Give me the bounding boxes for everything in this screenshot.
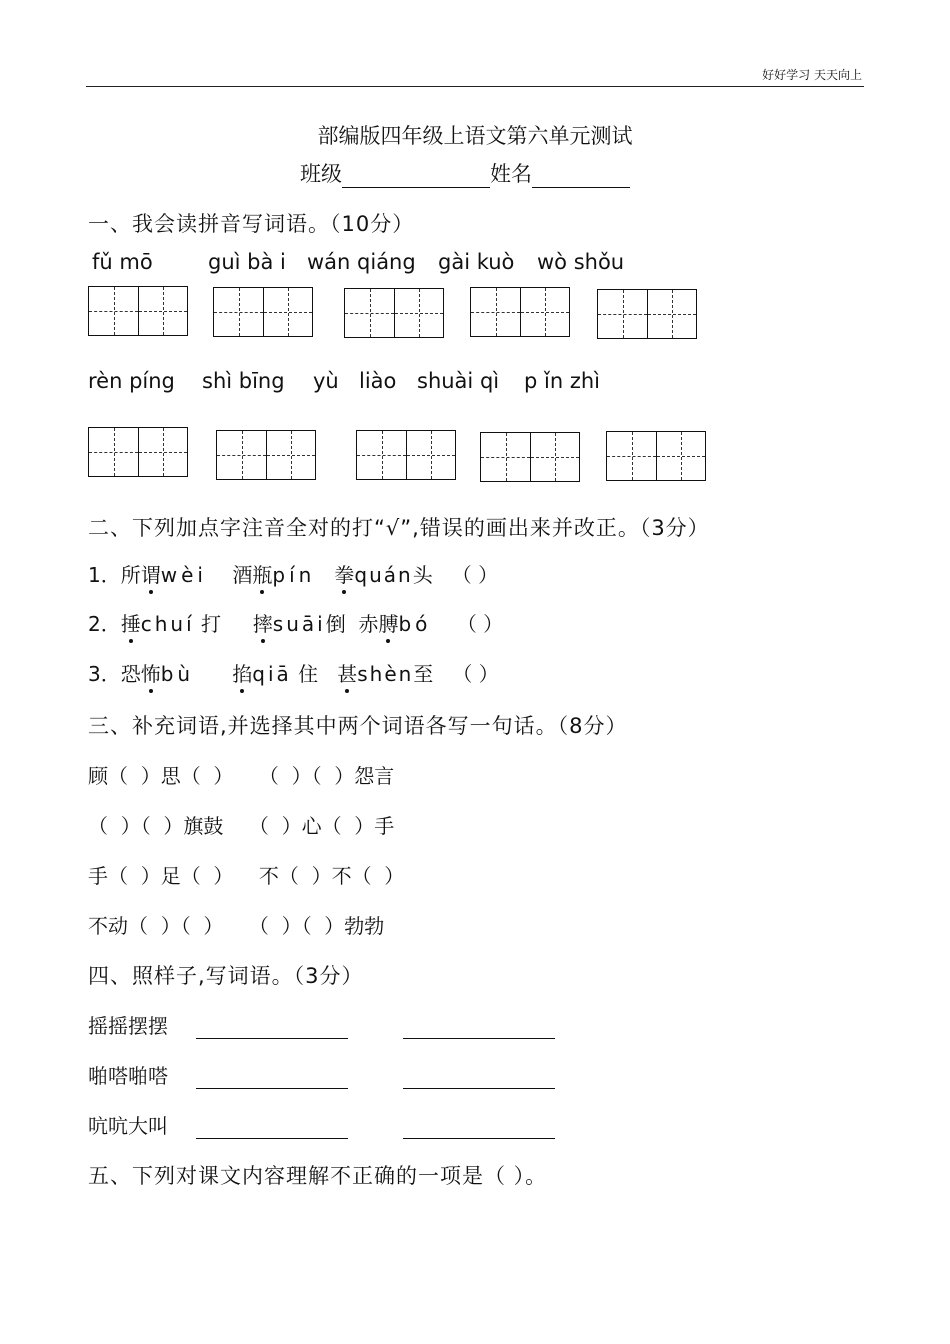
- section2-heading: 二、下列加点字注音全对的打“√”,错误的画出来并改正。（3分）: [88, 516, 710, 540]
- example-row-2: [88, 1060, 555, 1089]
- pinyin-1: fǔ mō: [92, 250, 153, 274]
- writing-grid[interactable]: [216, 430, 316, 480]
- grid-cell[interactable]: [471, 288, 520, 336]
- pinyin-10: shuài qì: [417, 369, 500, 393]
- idiom-line-2[interactable]: （ ）（ ）旗鼓 （ ）心（ ）手: [88, 814, 395, 838]
- section1-heading: 一、我会读拼音写词语。（10分）: [88, 212, 415, 236]
- section5-heading: 五、下列对课文内容理解不正确的一项是（ ）。: [88, 1164, 548, 1188]
- pinyin-5: wò shǒu: [537, 250, 625, 274]
- writing-grid[interactable]: [480, 432, 580, 482]
- sec2-item-2: 2．捶chuí 打 摔suāi倒 赤膊bó （ ）: [88, 612, 504, 636]
- answer-blank[interactable]: [403, 1066, 555, 1089]
- grid-cell[interactable]: [217, 431, 266, 479]
- pinyin-4: gài kuò: [438, 250, 515, 274]
- grid-cell[interactable]: [598, 290, 647, 338]
- section4-heading: 四、照样子,写词语。（3分）: [88, 964, 364, 988]
- grid-cell[interactable]: [406, 431, 455, 479]
- writing-grid[interactable]: [470, 287, 570, 337]
- example-row-1: [88, 1010, 555, 1039]
- pinyin-2: guì bà i: [208, 250, 286, 274]
- example-word: 吭吭大叫: [88, 1114, 168, 1138]
- name-blank[interactable]: [532, 165, 630, 188]
- answer-blank[interactable]: [196, 1116, 348, 1139]
- grid-cell[interactable]: [138, 428, 187, 476]
- pinyin-6: rèn píng: [88, 369, 175, 393]
- writing-grid[interactable]: [356, 430, 456, 480]
- writing-grid[interactable]: [344, 288, 444, 338]
- answer-paren[interactable]: （ ）: [456, 612, 504, 636]
- example-word: 啪嗒啪嗒: [88, 1064, 168, 1088]
- class-blank[interactable]: [342, 165, 490, 188]
- grid-cell[interactable]: [357, 431, 406, 479]
- answer-blank[interactable]: [403, 1116, 555, 1139]
- grid-cell[interactable]: [89, 428, 138, 476]
- idiom-line-1[interactable]: 顾（ ）思（ ） （ ）（ ）怨言: [88, 764, 395, 788]
- header-slogan: 好好学习 天天向上: [762, 68, 862, 82]
- answer-blank[interactable]: [403, 1016, 555, 1039]
- grid-cell[interactable]: [138, 287, 187, 335]
- pinyin-3: wán qiáng: [307, 250, 416, 274]
- page-title: 部编版四年级上语文第六单元测试: [317, 124, 633, 148]
- answer-paren[interactable]: （ ）: [452, 662, 499, 686]
- name-label: 姓名: [490, 162, 532, 186]
- grid-cell[interactable]: [266, 431, 315, 479]
- grid-cell[interactable]: [520, 288, 569, 336]
- grid-cell[interactable]: [89, 287, 138, 335]
- grid-cell[interactable]: [214, 288, 263, 336]
- sec2-item-1: 1．所谓wèi 酒瓶pín 拳quán头 （ ）: [88, 563, 499, 587]
- pinyin-7: shì bīng: [202, 369, 285, 393]
- pinyin-11: p ǐn zhì: [524, 369, 600, 393]
- grid-cell[interactable]: [656, 432, 705, 480]
- grid-cell[interactable]: [481, 433, 530, 481]
- writing-grid[interactable]: [606, 431, 706, 481]
- class-label: 班级: [300, 162, 342, 186]
- header-divider: [86, 86, 864, 87]
- section3-heading: 三、补充词语,并选择其中两个词语各写一句话。（8分）: [88, 714, 628, 738]
- writing-grid[interactable]: [597, 289, 697, 339]
- writing-grid[interactable]: [88, 286, 188, 336]
- grid-cell[interactable]: [394, 289, 443, 337]
- example-word: 摇摇摆摆: [88, 1014, 168, 1038]
- answer-paren[interactable]: （ ）: [451, 563, 499, 587]
- idiom-line-3[interactable]: 手（ ）足（ ） 不（ ）不（ ）: [88, 864, 405, 888]
- pinyin-8: yù: [313, 369, 339, 393]
- grid-cell[interactable]: [345, 289, 394, 337]
- answer-blank[interactable]: [196, 1066, 348, 1089]
- class-name-line: [300, 158, 630, 188]
- writing-grid[interactable]: [88, 427, 188, 477]
- grid-cell[interactable]: [530, 433, 579, 481]
- pinyin-9: liào: [359, 369, 397, 393]
- sec2-item-3: 3．恐怖bù 掐qiā 住 甚shèn至 （ ）: [88, 662, 499, 686]
- answer-blank[interactable]: [196, 1016, 348, 1039]
- writing-grid[interactable]: [213, 287, 313, 337]
- idiom-line-4[interactable]: 不动（ ）（ ） （ ）（ ）勃勃: [88, 914, 385, 938]
- grid-cell[interactable]: [607, 432, 656, 480]
- example-row-3: [88, 1110, 555, 1139]
- grid-cell[interactable]: [263, 288, 312, 336]
- grid-cell[interactable]: [647, 290, 696, 338]
